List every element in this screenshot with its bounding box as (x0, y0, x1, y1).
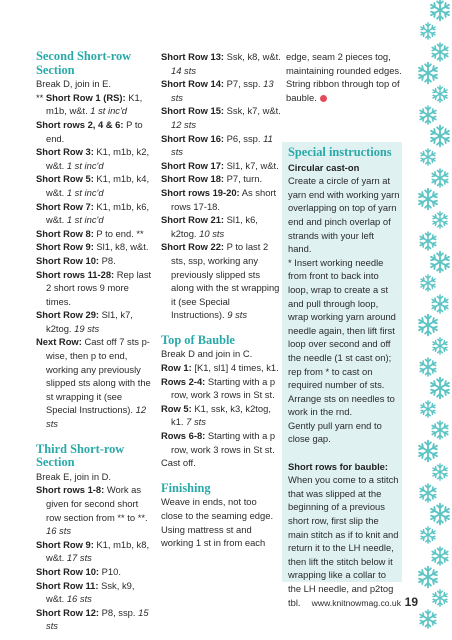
snowflake-icon (421, 149, 435, 165)
snowflake-icon (431, 0, 449, 20)
snowflake-icon (421, 23, 435, 39)
snowflake-icon (431, 504, 449, 525)
text: Gently pull yarn end to close gap. (288, 419, 382, 445)
instruction-row (36, 200, 154, 227)
instruction-row (36, 538, 154, 565)
instruction-row (161, 186, 281, 213)
snowflake-icon (421, 401, 435, 417)
snowflake-icon (433, 338, 447, 354)
snowflake-icon (432, 547, 448, 565)
text: Break D, join in E. (36, 78, 112, 90)
row-label: Short Row 8: (36, 227, 94, 239)
row-label: Short Row 21: (161, 214, 225, 226)
heading-finishing: Finishing (161, 480, 211, 495)
stitch-count: 1 st inc'd (66, 186, 104, 198)
row-label: Short Row 9: (36, 241, 94, 253)
row-label: Short Row 10: (36, 565, 100, 577)
row-label: Short Row 14: (161, 78, 225, 90)
snowflake-icon (433, 212, 447, 228)
stitch-count: 9 sts (227, 309, 248, 321)
row-label: Short Row 16: (161, 132, 225, 144)
marker: ** (36, 91, 46, 103)
page-number: 19 (404, 595, 418, 609)
stitch-count: 14 sts (171, 64, 197, 76)
text: When you come to a stitch that was slipped at the beginning of a previous short row, first slip the main stitch as if to knit and return it to the LH needle, then lift the stitch below it wrapping like a collar to the LH needle, and p2tog tbl. (288, 474, 399, 608)
column-1 (36, 50, 154, 633)
instruction-row (161, 50, 281, 77)
instruction-row (36, 91, 154, 118)
text: Break E, join in D. (36, 470, 112, 482)
row-text: K1, ssk, k3, k2tog, k1. (171, 402, 271, 428)
row-label: Short Row 3: (36, 146, 94, 158)
snowflake-icon (431, 378, 449, 399)
row-text: P6, ssp. (224, 132, 264, 144)
instruction-row (161, 159, 281, 173)
instruction-row (36, 240, 154, 254)
instruction-row (161, 375, 281, 402)
heading-special-instructions: Special instructions (288, 145, 392, 159)
row-label: Short Row 11: (36, 579, 99, 591)
instruction-row (36, 118, 154, 145)
row-label: Short rows 11-28: (36, 268, 115, 280)
stitch-count: 7 sts (186, 416, 206, 428)
column-2 (161, 50, 281, 550)
row-text: P8. (99, 254, 116, 266)
subheading (288, 460, 400, 474)
row-text: P to last 2 sts, ssp, working any previously slipped sts along with the st wrapping it (see Special Instructions). (171, 241, 280, 321)
text: * Insert working needle from front to back into loop, wrap to create a st and pull through loop, wrap working yarn around needle again, then lift first loop over second and off the needle (1 st cast on); rep from * to cast on required number of sts. Arrange sts on needles to work in the rnd. (288, 256, 396, 418)
subheading-text: Short rows for bauble: (288, 460, 389, 472)
stitch-count: 12 sts (46, 404, 147, 430)
row-text: Sl1, k8, w&t. (93, 241, 149, 253)
text: Break D and join in C. (161, 348, 253, 360)
row-text: As short rows 17-18. (171, 186, 277, 212)
row-label: Rows 6-8: (161, 430, 206, 442)
row-label: Short rows 19-20: (161, 186, 240, 198)
snowflake-icon (420, 358, 436, 376)
stitch-count: 16 sts (46, 525, 72, 537)
instruction-row (36, 606, 154, 633)
snowflake-icon (420, 484, 436, 502)
snowflake-icon (419, 315, 437, 336)
stitch-count: 12 sts (171, 118, 197, 130)
instruction-row (161, 132, 281, 159)
instruction-row (36, 254, 154, 268)
instruction-row (161, 429, 281, 456)
row-text: Starting with a p row, work 3 rows in St st. (171, 430, 276, 455)
row-label: Short rows 2, 4 & 6: (36, 118, 124, 130)
row-text: P to end. (46, 118, 143, 144)
bauble-dot-icon (320, 95, 327, 102)
row-label: Short Row 9: (36, 538, 94, 550)
stitch-count: 13 sts (171, 78, 274, 103)
row-text: P10. (99, 565, 121, 577)
snowflake-icon (431, 252, 449, 273)
row-text: P to end. ** (93, 227, 144, 239)
instruction-row (36, 335, 154, 430)
snowflake-icon (420, 610, 436, 628)
snowflake-icon (432, 43, 448, 61)
row-label: Short Row 22: (161, 241, 225, 253)
subheading (288, 161, 400, 175)
column-3 (286, 50, 403, 104)
snowflake-icon (419, 441, 437, 462)
text: Cast off. (161, 457, 196, 469)
row-text: K1, m1b, k4, w&t. (46, 173, 150, 198)
finishing-continued: edge, seam 2 pieces tog, maintaining rounded edges. String ribbon through top of bauble. (286, 51, 402, 103)
text: Weave in ends, not too close to the seaming edge. Using mattress st and working 1 st in from each (161, 496, 274, 549)
snowflake-icon (419, 567, 437, 588)
row-text: K1, m1b, k8, w&t. (46, 538, 150, 564)
row-label: Row 5: (161, 402, 192, 414)
row-text: Ssk, k9, w&t. (46, 579, 135, 605)
row-text: Rep last 2 short rows 9 more times. (46, 268, 152, 307)
row-text: P7, ssp. (224, 78, 264, 90)
snowflake-icon (433, 86, 447, 102)
snowflake-icon (420, 106, 436, 124)
row-text: [K1, sl1] 4 times, k1. (191, 362, 279, 374)
subheading-text: Circular cast-on (288, 161, 360, 173)
heading-top-of-bauble: Top of Bauble (161, 332, 235, 347)
snowflake-icon (433, 590, 447, 606)
row-label: Short Row 13: (161, 51, 225, 62)
row-text: Sl1, k7, w&t. (224, 159, 279, 171)
row-text: Ssk, k8, w&t. (224, 51, 281, 62)
heading-second-short-row: Second Short-row Section (36, 49, 132, 77)
snowflake-icon (421, 275, 435, 291)
instruction-row (36, 227, 154, 241)
row-label: Short Row 10: (36, 254, 100, 266)
row-text: P8, ssp. (99, 606, 139, 618)
row-label: Short Row 17: (161, 159, 225, 171)
instruction-row (161, 77, 281, 104)
stitch-count: 17 sts (66, 552, 92, 564)
stitch-count: 16 sts (66, 593, 92, 605)
snowflake-icon (420, 232, 436, 250)
snowflake-icon (432, 295, 448, 313)
snowflake-icon (419, 189, 437, 210)
instruction-row (161, 240, 281, 322)
row-label: Short Row 7: (36, 200, 94, 212)
snowflake-icon (432, 169, 448, 187)
snowflake-border (416, 0, 452, 640)
row-label: Row 1: (161, 362, 192, 374)
snowflake-icon (421, 527, 435, 543)
row-text: Cast off 7 sts p-wise, then p to end, working any previously slipped sts along with the st wrapping it (see Special Instructions). (46, 336, 151, 416)
instruction-row (36, 565, 154, 579)
heading-third-short-row: Third Short-row Section (36, 441, 125, 470)
row-label: Short Row 5: (36, 173, 94, 185)
row-label: Rows 2-4: (161, 375, 206, 387)
instruction-row (36, 268, 154, 309)
stitch-count: 10 sts (199, 227, 225, 239)
row-label: Short Row 1 (RS): (45, 91, 126, 103)
stitch-count: 1 st inc'd (90, 105, 128, 117)
row-text: K1, m1b, w&t. (46, 91, 143, 117)
instruction-row (161, 213, 281, 240)
instruction-row (36, 579, 154, 606)
text (286, 50, 403, 104)
row-label: Short Row 15: (161, 105, 225, 117)
instruction-row (36, 172, 154, 199)
text: Create a circle of yarn at yarn end with working yarn overlapping on top of yarn end and pinch overlap of strands with your left hand. (288, 175, 400, 255)
row-text: K1, m1b, k2, w&t. (46, 146, 150, 171)
instruction-row (161, 172, 281, 186)
row-text: Ssk, k7, w&t. (224, 105, 281, 117)
instruction-row (161, 104, 281, 131)
row-text: K1, m1b, k6, w&t. (46, 200, 150, 226)
instruction-row (161, 402, 281, 429)
stitch-count: 1 st inc'd (66, 214, 104, 226)
footer-url: www.knitnowmag.co.uk (311, 598, 401, 608)
row-label: Short Row 12: (36, 606, 100, 618)
row-label: Short Row 18: (161, 173, 225, 185)
row-text: Sl1, k7, k2tog. (46, 309, 133, 334)
row-label: Short Row 29: (36, 309, 100, 321)
row-text: Work as given for second short row section from ** to **. (46, 484, 148, 523)
snowflake-icon (432, 421, 448, 439)
row-text: P7, turn. (224, 173, 263, 185)
row-text: Starting with a p row, work 3 rows in St st. (171, 375, 276, 401)
instruction-row (36, 308, 154, 335)
row-label: Short rows 1-8: (36, 484, 105, 496)
snowflake-icon (419, 63, 437, 84)
instruction-row (36, 145, 154, 172)
stitch-count: 19 sts (74, 322, 100, 334)
snowflake-icon (433, 464, 447, 480)
stitch-count: 15 sts (46, 606, 149, 632)
row-label: Next Row: (36, 336, 82, 348)
stitch-count: 1 st inc'd (66, 159, 104, 171)
instruction-row (161, 361, 281, 375)
snowflake-icon (431, 126, 449, 147)
stitch-count: 11 sts (171, 132, 273, 158)
instruction-row (36, 483, 154, 537)
row-text: Sl1, k6, k2tog. (171, 214, 258, 239)
